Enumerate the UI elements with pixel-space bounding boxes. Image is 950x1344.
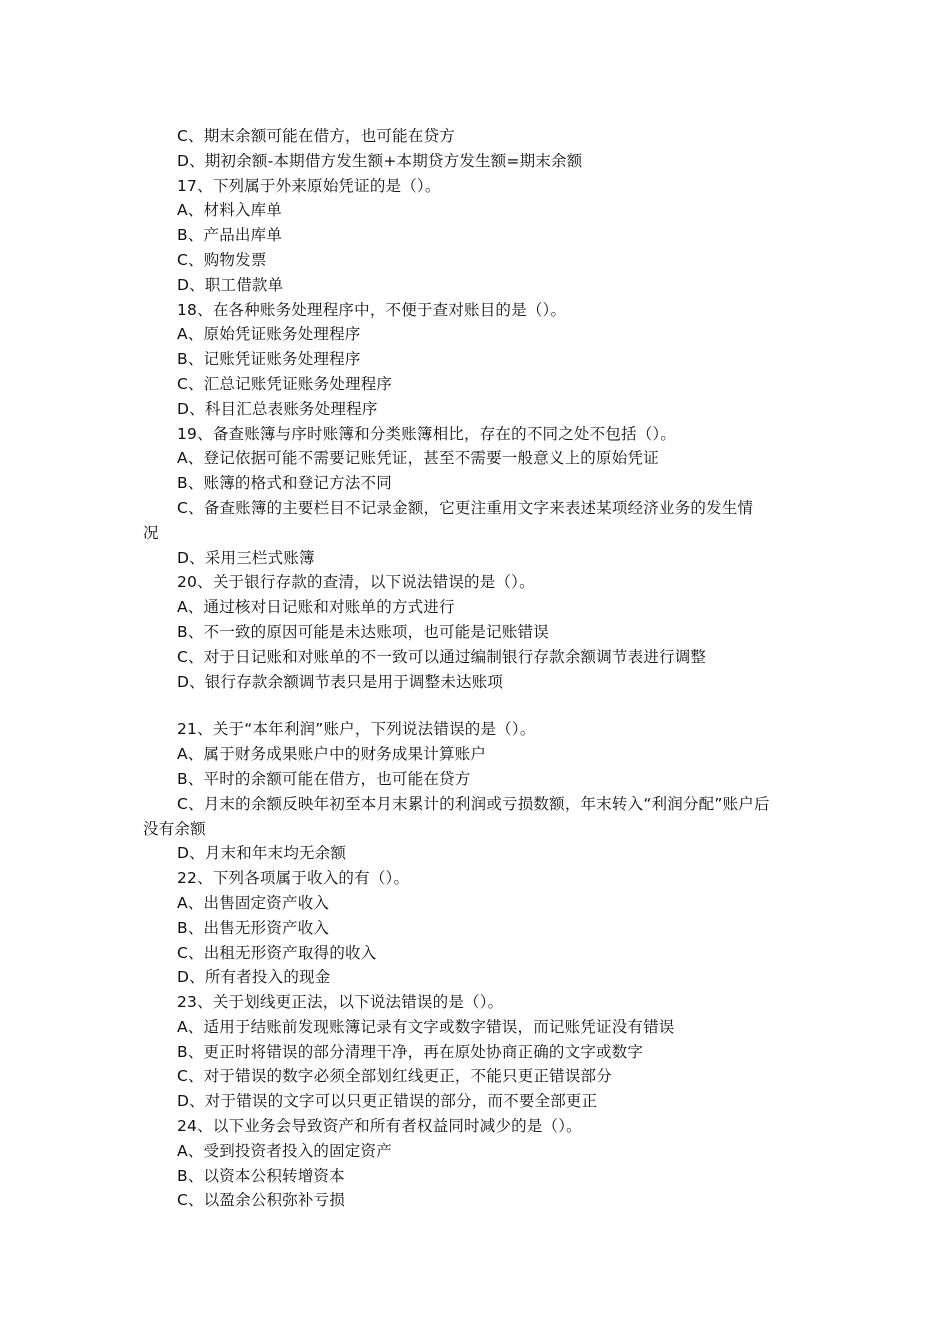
option-c-q20: C、对于日记账和对账单的不一致可以通过编制银行存款余额调节表进行调整 [177, 647, 707, 666]
option-d-q23: D、对于错误的文字可以只更正错误的部分，而不要全部更正 [177, 1092, 598, 1111]
option-c-q16: C、期末余额可能在借方，也可能在贷方 [177, 127, 455, 145]
option-b-q17: B、产品出库单 [177, 226, 283, 245]
question-19: 19、备查账簿与序时账簿和分类账簿相比，存在的不同之处不包括（）。 [177, 424, 677, 443]
option-b-q23: B、更正时将错误的部分清理干净，再在原处协商正确的文字或数字 [177, 1042, 644, 1061]
option-a-q22: A、出售固定资产收入 [177, 893, 330, 912]
option-d-q21: D、月末和年末均无余额 [177, 844, 347, 863]
option-a-q23: A、适用于结账前发现账簿记录有文字或数字错误，而记账凭证没有错误 [177, 1017, 675, 1036]
option-c-q19: C、备查账簿的主要栏目不记录金额，它更注重用文字来表述某项经济业务的发生情 [177, 498, 754, 517]
option-b-q22: B、出售无形资产收入 [177, 918, 330, 937]
option-c-q23: C、对于错误的数字必须全部划红线更正，不能只更正错误部分 [177, 1067, 612, 1086]
option-a-q24: A、受到投资者投入的固定资产 [177, 1141, 392, 1160]
option-d-q22: D、所有者投入的现金 [177, 968, 331, 987]
option-c-q21: C、月末的余额反映年初至本月末累计的利润或亏损数额，年末转入“利润分配”账户后 [177, 794, 770, 813]
option-c-q21-continued: 没有余额 [143, 819, 206, 838]
option-b-q18: B、记账凭证账务处理程序 [177, 350, 361, 369]
option-a-q17: A、材料入库单 [177, 201, 283, 220]
option-c-q24: C、以盈余公积弥补亏损 [177, 1191, 346, 1210]
option-b-q21: B、平时的余额可能在借方，也可能在贷方 [177, 769, 471, 788]
option-b-q19: B、账簿的格式和登记方法不同 [177, 474, 392, 493]
option-c-q17: C、购物发票 [177, 250, 267, 269]
option-c-q22: C、出租无形资产取得的收入 [177, 943, 377, 962]
question-21: 21、关于“本年利润”账户，下列说法错误的是（）。 [177, 720, 536, 739]
question-list [143, 124, 813, 1213]
option-b-q24: B、以资本公积转增资本 [177, 1166, 345, 1185]
option-a-q18: A、原始凭证账务处理程序 [177, 325, 361, 344]
question-18: 18、在各种账务处理程序中，不便于查对账目的是（）。 [177, 300, 567, 319]
paragraph-gap [143, 694, 813, 717]
option-d-q16: D、期初余额-本期借方发生额+本期贷方发生额=期末余额 [177, 151, 583, 170]
option-d-q19: D、采用三栏式账簿 [177, 548, 315, 567]
option-b-q20: B、不一致的原因可能是未达账项，也可能是记账错误 [177, 622, 549, 641]
question-23: 23、关于划线更正法，以下说法错误的是（）。 [177, 993, 504, 1012]
question-20: 20、关于银行存款的查清，以下说法错误的是（）。 [177, 573, 535, 592]
option-d-q20: D、银行存款余额调节表只是用于调整未达账项 [177, 672, 504, 691]
option-c-q18: C、汇总记账凭证账务处理程序 [177, 374, 393, 393]
question-17: 17、下列属于外来原始凭证的是（）。 [177, 176, 441, 195]
option-d-q17: D、职工借款单 [177, 275, 284, 294]
question-24: 24、以下业务会导致资产和所有者权益同时减少的是（）。 [177, 1117, 582, 1136]
option-a-q19: A、登记依据可能不需要记账凭证，甚至不需要一般意义上的原始凭证 [177, 449, 659, 468]
option-c-q19-continued: 况 [143, 523, 159, 542]
option-a-q21: A、属于财务成果账户中的财务成果计算账户 [177, 745, 487, 764]
option-d-q18: D、科目汇总表账务处理程序 [177, 399, 378, 418]
question-22: 22、下列各项属于收入的有（）。 [177, 869, 410, 888]
option-a-q20: A、通过核对日记账和对账单的方式进行 [177, 598, 455, 617]
